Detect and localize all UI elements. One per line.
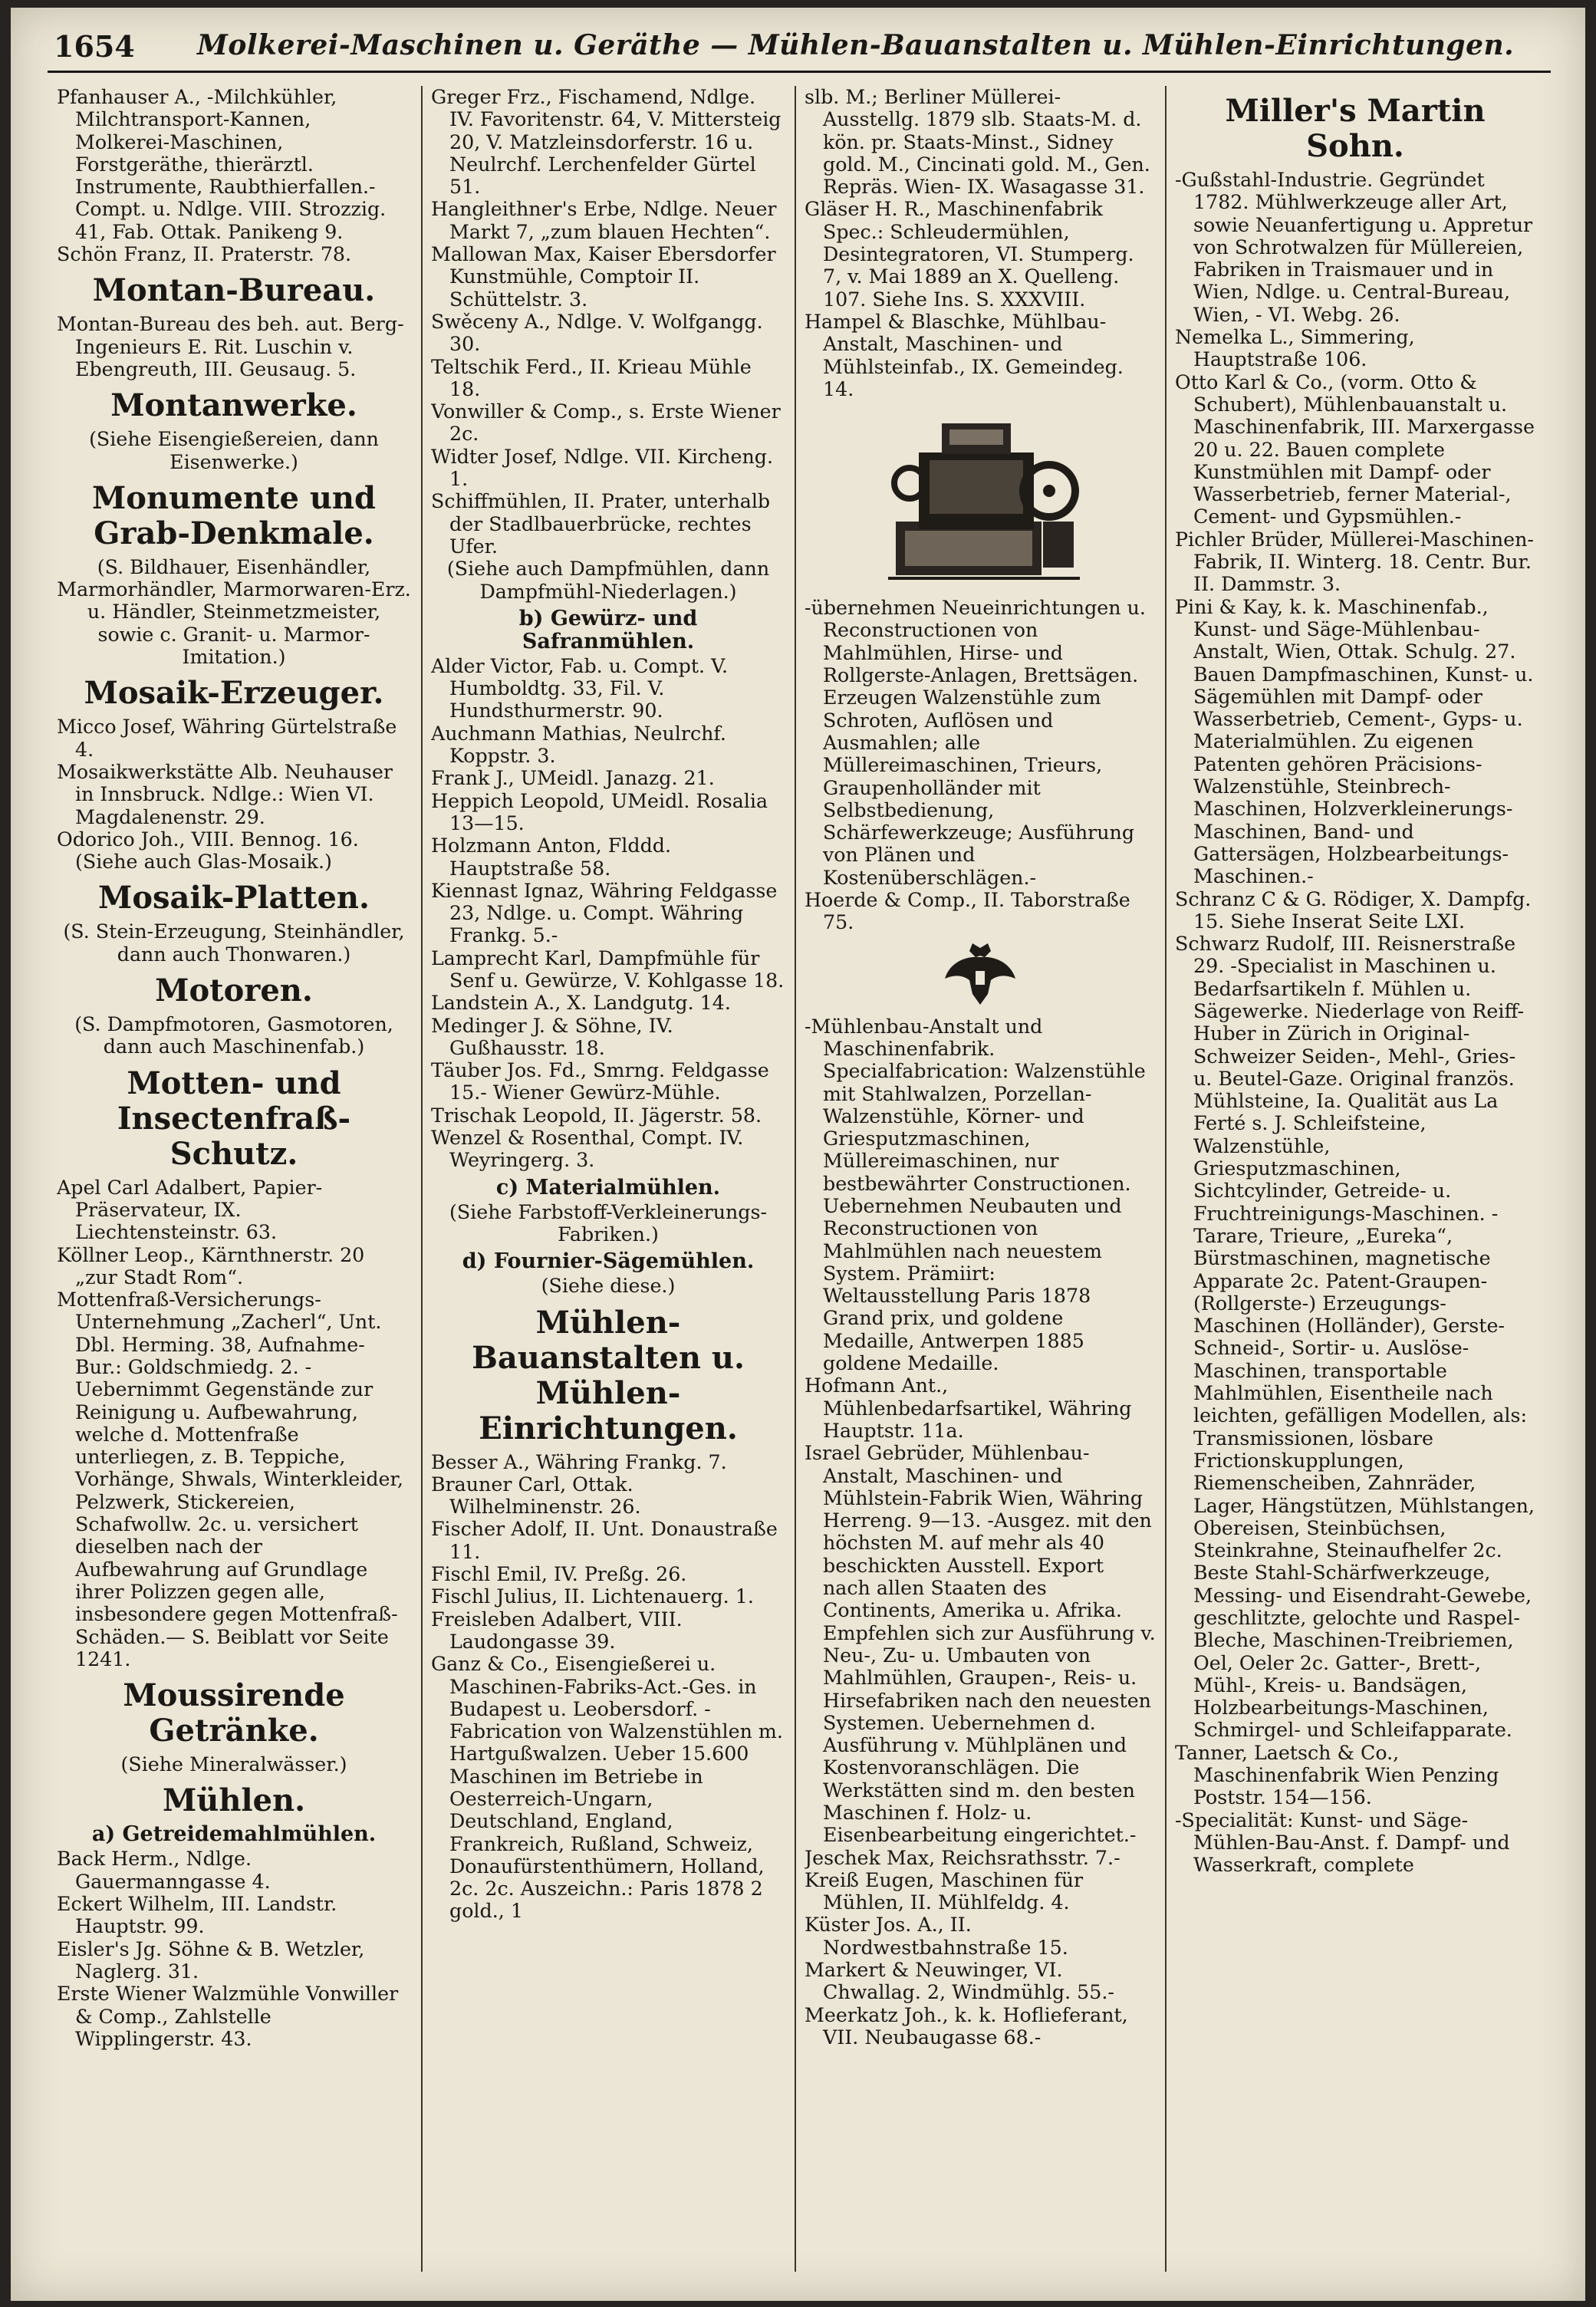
directory-entry: Kiennast Ignaz, Währing Feldgasse 23, Ndlge. u. Compt. Währing Frankg. 5.- [431, 879, 778, 947]
section-heading: d) Fournier-Sägemühlen. [462, 1249, 755, 1274]
directory-entry: Widter Josef, Ndlge. VII. Kircheng. 1. [431, 445, 774, 491]
directory-entry: Eisler's Jg. Söhne & B. Wetzler, Naglerg. 31. [57, 1937, 365, 1983]
page-header [48, 25, 1551, 73]
directory-entry: Teltschik Ferd., II. Krieau Mühle 18. [431, 355, 752, 400]
directory-entry: Schön Franz, II. Praterstr. 78. [57, 243, 352, 266]
directory-entry: Greger Frz., Fischamend, Ndlge. IV. Favoritenstr. 64, V. Mittersteig 20, V. Matzleinsdorferstr. 16 u. Neulrchf. Lerchenfelder Gürtel 51. [431, 86, 782, 199]
directory-entry: Köllner Leop., Kärnthnerstr. 20 „zur Stadt Rom“. [57, 1243, 365, 1288]
directory-entry: Otto Karl & Co., (vorm. Otto & Schubert), Mühlenbauanstalt u. Maschinenfabrik, III. Marxergasse 20 u. 22. Bauen complete Kunstmühlen mit Dampf- oder Wasserbetrieb, ferner Material-, Cement- und Gypsmühlen.- [1175, 370, 1535, 528]
cross-reference-note: (Siehe Mineralwässer.) [120, 1753, 347, 1776]
directory-entry: Landstein A., X. Landgutg. 14. [431, 992, 731, 1015]
column-divider [795, 86, 796, 2272]
cross-reference-note: (S. Dampfmotoren, Gasmotoren, dann auch Maschinenfab.) [74, 1013, 393, 1058]
section-heading: a) Getreidemahlmühlen. [91, 1822, 377, 1847]
directory-entry: Alder Victor, Fab. u. Compt. V. Humboldtg. 33, Fil. V. Hundsthurmerstr. 90. [431, 654, 728, 722]
milling-machine-illustration [865, 406, 1095, 591]
section-heading: Mühlen. [162, 1782, 306, 1819]
directory-entry: Hampel & Blaschke, Mühlbau-Anstalt, Maschinen- und Mühlsteinfab., IX. Gemeindeg. 14. [805, 310, 1124, 400]
directory-entry: slb. M.; Berliner Müllerei-Ausstellg. 1879 slb. Staats-M. d. kön. pr. Staats-Minst., Sidney gold. M., Cincinati gold. M., Gen. Repräs. Wien- IX. Wasagasse 31. [805, 86, 1150, 199]
directory-entry: Erste Wiener Walzmühle Vonwiller & Comp., Zahlstelle Wipplingerstr. 43. [57, 1983, 399, 2050]
section-heading: Mosaik-Erzeuger. [84, 675, 384, 712]
directory-entry: Pfanhauser A., -Milchkühler, Milchtransport-Kannen, Molkerei-Maschinen, Forstgeräthe, thierärztl. Instrumente, Raubthierfallen.- Compt. u. Ndlge. VIII. Strozzig. 41, Fab. Ottak. Panikeng 9. [57, 86, 387, 243]
section-heading: b) Gewürz- und Safranmühlen. [518, 606, 698, 653]
directory-entry: Fischer Adolf, II. Unt. Donaustraße 11. [431, 1518, 778, 1563]
column-3 [805, 86, 1156, 2279]
double-eagle-emblem [942, 940, 1018, 1009]
section-heading: Motoren. [155, 972, 313, 1009]
directory-entry: -übernehmen Neueinrichtungen u. Reconstructionen von Mahlmühlen, Hirse- und Rollgerste-Anlagen, Brettsägen. Erzeugen Walzenstühle zum Schroten, Auflösen und Ausmahlen; alle Müllereimaschinen, Trieurs, Graupenholländer mit Selbstbedienung, Schärfewerkzeuge; Ausführung von Plänen und Kostenüberschlägen.- [805, 597, 1146, 889]
directory-entry: -Specialität: Kunst- und Säge-Mühlen-Bau-Anst. f. Dampf- und Wasserkraft, complete [1175, 1808, 1510, 1877]
directory-entry: Auchmann Mathias, Neulrchf. Koppstr. 3. [431, 722, 726, 768]
directory-entry: Besser A., Währing Frankg. 7. [431, 1450, 727, 1473]
directory-entry: Mosaikwerkstätte Alb. Neuhauser in Innsbruck. Ndlge.: Wien VI. Magdalenenstr. 29. [57, 760, 393, 828]
section-heading: Monumente und Grab-Denkmale. [92, 479, 376, 551]
directory-entry: Frank J., UMeidl. Janazg. 21. [431, 767, 715, 790]
directory-page [11, 8, 1585, 2301]
directory-entry: Brauner Carl, Ottak. Wilhelminenstr. 26. [431, 1473, 641, 1519]
directory-entry: Markert & Neuwinger, VI. Chwallag. 2, Windmühlg. 55.- [805, 1959, 1114, 2004]
cross-reference-note: (S. Bildhauer, Eisenhändler, Marmorhändler, Marmorwaren-Erz. u. Händler, Steinmetzmeister, sowie c. Granit- u. Marmor-Imitation.) [57, 555, 411, 669]
directory-entry: -Mühlenbau-Anstalt und Maschinenfabrik. Specialfabrication: Walzenstühle mit Stahlwalzen, Porzellan-Walzenstühle, Körner- und Griesputzmaschinen, Müllereimaschinen, nur bestbewährter Constructionen. Uebernehmen Neubauten und Reconstructionen von Mahlmühlen nach neuestem System. Prämiirt: Weltausstellung Paris 1878 Grand prix, und goldene Medaille, Antwerpen 1885 goldene Medaille. [805, 1015, 1146, 1375]
column-2 [431, 86, 785, 2279]
cross-reference-note: (S. Stein-Erzeugung, Steinhändler, dann auch Thonwaren.) [63, 920, 405, 966]
section-heading: Montanwerke. [110, 387, 357, 424]
column-1 [57, 86, 411, 2279]
section-heading: Moussirende Getränke. [123, 1677, 345, 1749]
directory-entry: Montan-Bureau des beh. aut. Berg-Ingenieurs E. Rit. Luschin v. Ebengreuth, III. Geusaug. 5. [57, 313, 404, 380]
directory-entry: Jeschek Max, Reichsrathsstr. 7.- [805, 1846, 1120, 1869]
cross-reference-note: (Siehe diese.) [541, 1275, 676, 1298]
directory-entry: Kreiß Eugen, Maschinen für Mühlen, II. Mühlfeldg. 4. [805, 1868, 1084, 1914]
cross-reference-note: (Siehe Eisengießereien, dann Eisenwerke.) [89, 428, 379, 473]
directory-entry: Nemelka L., Simmering, Hauptstraße 106. [1175, 326, 1415, 371]
directory-entry: Hofmann Ant., Mühlenbedarfsartikel, Währing Hauptstr. 11a. [805, 1374, 1132, 1442]
directory-entry: Israel Gebrüder, Mühlenbau-Anstalt, Maschinen- und Mühlstein-Fabrik Wien, Währing Herreng. 9—13. -Ausgez. mit den höchsten M. auf mehr als 40 beschickten Ausstell. Export nach allen Staaten des Continents, Amerika u. Afrika. Empfehlen sich zur Ausführung v. Neu-, Zu- u. Umbauten von Mahlmühlen, Graupen-, Reis- u. Hirsefabriken nach den neuesten Systemen. Uebernehmen d. Ausführung v. Mühlplänen und Kostenvoranschlägen. Die Werkstätten sind m. den besten Maschinen f. Holz- u. Eisenbearbeitung eingerichtet.- [805, 1442, 1156, 1847]
cross-reference-note: (Siehe Farbstoff-Verkleinerungs-Fabriken.) [449, 1200, 768, 1246]
directory-entry: Trischak Leopold, II. Jägerstr. 58. [431, 1104, 762, 1127]
directory-entry: Tanner, Laetsch & Co., Maschinenfabrik Wien Penzing Poststr. 154—156. [1175, 1741, 1499, 1809]
column-4 [1175, 86, 1535, 2279]
directory-entry: Heppich Leopold, UMeidl. Rosalia 13—15. [431, 789, 768, 834]
directory-entry: Back Herm., Ndlge. Gauermanngasse 4. [57, 1848, 271, 1893]
directory-entry: Odorico Joh., VIII. Bennog. 16. (Siehe auch Glas-Mosaik.) [57, 828, 359, 874]
directory-entry: Hoerde & Comp., II. Taborstraße 75. [805, 889, 1130, 934]
section-heading: Montan-Bureau. [92, 272, 376, 309]
directory-entry: Pichler Brüder, Müllerei-Maschinen-Fabrik, II. Winterg. 18. Centr. Bur. II. Dammstr. 3. [1175, 528, 1534, 596]
running-head: Molkerei-Maschinen u. Geräthe — Mühlen-Bauanstalten u. Mühlen-Einrichtungen. [197, 29, 1515, 61]
directory-entry: Holzmann Anton, Flddd. Hauptstraße 58. [431, 834, 671, 880]
directory-entry: Vonwiller & Comp., s. Erste Wiener 2c. [431, 400, 781, 446]
directory-entry: Medinger J. & Söhne, IV. Gußhausstr. 18. [431, 1014, 673, 1059]
directory-entry: Hangleithner's Erbe, Ndlge. Neuer Markt 7, „zum blauen Hechten“. [431, 198, 777, 243]
directory-entry: Apel Carl Adalbert, Papier-Präservateur, IX. Liechtensteinstr. 63. [57, 1176, 323, 1244]
directory-entry: Fischl Emil, IV. Preßg. 26. [431, 1563, 687, 1586]
directory-entry: Ganz & Co., Eisengießerei u. Maschinen-Fabriks-Act.-Ges. in Budapest u. Leobersdorf. -Fabrication von Walzenstühlen m. Hartgußwalzen. Ueber 15.600 Maschinen im Betriebe in Oesterreich-Ungarn, Deutschland, England, Frankreich, Rußland, Schweiz, Donaufürstenthümern, Holland, 2c. 2c. Auszeichn.: Paris 1878 2 gold., 1 [431, 1653, 783, 1923]
page-number: 1654 [54, 29, 135, 64]
directory-entry: Schwarz Rudolf, III. Reisnerstraße 29. -Specialist in Maschinen u. Bedarfsartikeln f. Mühlen u. Sägewerke. Niederlage von Reiff-Huber in Zürich in Original-Schweizer Seiden-, Mehl-, Gries- u. Beutel-Gaze. Original französ. Mühlsteine, Ia. Qualität aus La Ferté s. J. Schleifsteine, Walzenstühle, Griesputzmaschinen, Sichtcylinder, Getreide- u. Fruchtreinigungs-Maschinen. - Tarare, Trieure, „Eureka“, Bürstmaschinen, magnetische Apparate 2c. Patent-Graupen- (Rollgerste-) Erzeugungs-Maschinen (Holländer), Gerste-Schneid-, Sortir- u. Auslöse-Maschinen, transportable Mahlmühlen, Eisentheile nach leichten, gefälligen Modellen, als: Transmissionen, lösbare Frictionskupplungen, Riemenscheiben, Zahnräder, Lager, Hängstützen, Mühlstangen, Obereisen, Steinbüchsen, Steinkrahne, Steinaufhelfer 2c. Beste Stahl-Schärfwerkzeuge, Messing- und Eisendraht-Gewebe, geschlitzte, gelochte und Raspel-Bleche, Maschinen-Treibriemen, Oel, Oeler 2c. Gatter-, Brett-, Mühl-, Kreis- u. Bandsägen, Holzbearbeitungs-Maschinen, Schmirgel- und Schleifapparate. [1175, 933, 1535, 1742]
directory-entry: Eckert Wilhelm, III. Landstr. Hauptstr. 99. [57, 1893, 337, 1938]
section-heading: Miller's Martin Sohn. [1225, 93, 1486, 164]
directory-entry: Pini & Kay, k. k. Maschinenfab., Kunst- und Säge-Mühlenbau-Anstalt, Wien, Ottak. Schulg. 27. Bauen Dampfmaschinen, Kunst- u. Sägemühlen mit Dampf- oder Wasserbetrieb, Cement-, Gyps- u. Materialmühlen. Zu eigenen Patenten gehören Präcisions-Walzenstühle, Steinbrech-Maschinen, Holzverkleinerungs-Maschinen, Band- und Gattersägen, Holzbearbeitungs-Maschinen.- [1175, 595, 1534, 888]
directory-entry: -Gußstahl-Industrie. Gegründet 1782. Mühlwerkzeuge aller Art, sowie Neuanfertigung u. Appretur von Schrotwalzen für Müllereien, Fabriken in Traismauer und in Wien, Ndlge. u. Central-Bureau, Wien, - VI. Webg. 26. [1175, 169, 1533, 326]
section-heading: Mosaik-Platten. [98, 880, 370, 917]
directory-entry: Wenzel & Rosenthal, Compt. IV. Weyringerg. 3. [431, 1127, 744, 1172]
directory-entry: Schranz C & G. Rödiger, X. Dampfg. 15. Siehe Inserat Seite LXI. [1175, 887, 1532, 933]
directory-entry: Täuber Jos. Fd., Smrng. Feldgasse 15.- Wiener Gewürz-Mühle. [431, 1059, 769, 1104]
section-heading: c) Materialmühlen. [495, 1175, 721, 1200]
directory-entry: Swěceny A., Ndlge. V. Wolfgangg. 30. [431, 310, 763, 356]
directory-entry: Mottenfraß-Versicherungs-Unternehmung „Zacherl“, Unt. Dbl. Herming. 38, Aufnahme-Bur.: Goldschmiedg. 2. -Uebernimmt Gegenstände zur Reinigung u. Aufbewahrung, welche d. Mottenfraße unterliegen, z. B. Teppiche, Vorhänge, Shwals, Winterkleider, Pelzwerk, Stickereien, Schafwollw. 2c. u. versichert dieselben nach der Aufbewahrung auf Grundlage ihrer Polizzen gegen alle, insbesondere gegen Mottenfraß-Schäden.— S. Beiblatt vor Seite 1241. [57, 1288, 403, 1670]
directory-entry: Gläser H. R., Maschinenfabrik Spec.: Schleudermühlen, Desintegratoren, VI. Stumperg. 7, v. Mai 1889 an X. Quelleng. 107. Siehe Ins. S. XXXVIII. [805, 198, 1134, 311]
column-divider [421, 86, 423, 2272]
cross-reference-note: (Siehe auch Dampfmühlen, dann Dampfmühl-Niederlagen.) [446, 558, 770, 603]
directory-entry: Mallowan Max, Kaiser Ebersdorfer Kunstmühle, Comptoir II. Schüttelstr. 3. [431, 243, 776, 311]
directory-entry: Fischl Julius, II. Lichtenauerg. 1. [431, 1585, 754, 1608]
directory-entry: Meerkatz Joh., k. k. Hoflieferant, VII. Neubaugasse 68.- [805, 2003, 1128, 2049]
directory-entry: Lamprecht Karl, Dampfmühle für Senf u. Gewürze, V. Kohlgasse 18. [431, 946, 785, 992]
section-heading: Mühlen-Bauanstalten u. Mühlen-Einrichtungen. [472, 1304, 745, 1446]
directory-entry: Küster Jos. A., II. Nordwestbahnstraße 15. [805, 1914, 1068, 1959]
column-divider [1165, 86, 1167, 2272]
directory-entry: Micco Josef, Währing Gürtelstraße 4. [57, 716, 397, 761]
directory-entry: Freisleben Adalbert, VIII. Laudongasse 39. [431, 1608, 683, 1653]
directory-entry: Schiffmühlen, II. Prater, unterhalb der Stadlbauerbrücke, rechtes Ufer. [431, 490, 771, 558]
section-heading: Motten- und Insectenfraß-Schutz. [117, 1065, 351, 1172]
